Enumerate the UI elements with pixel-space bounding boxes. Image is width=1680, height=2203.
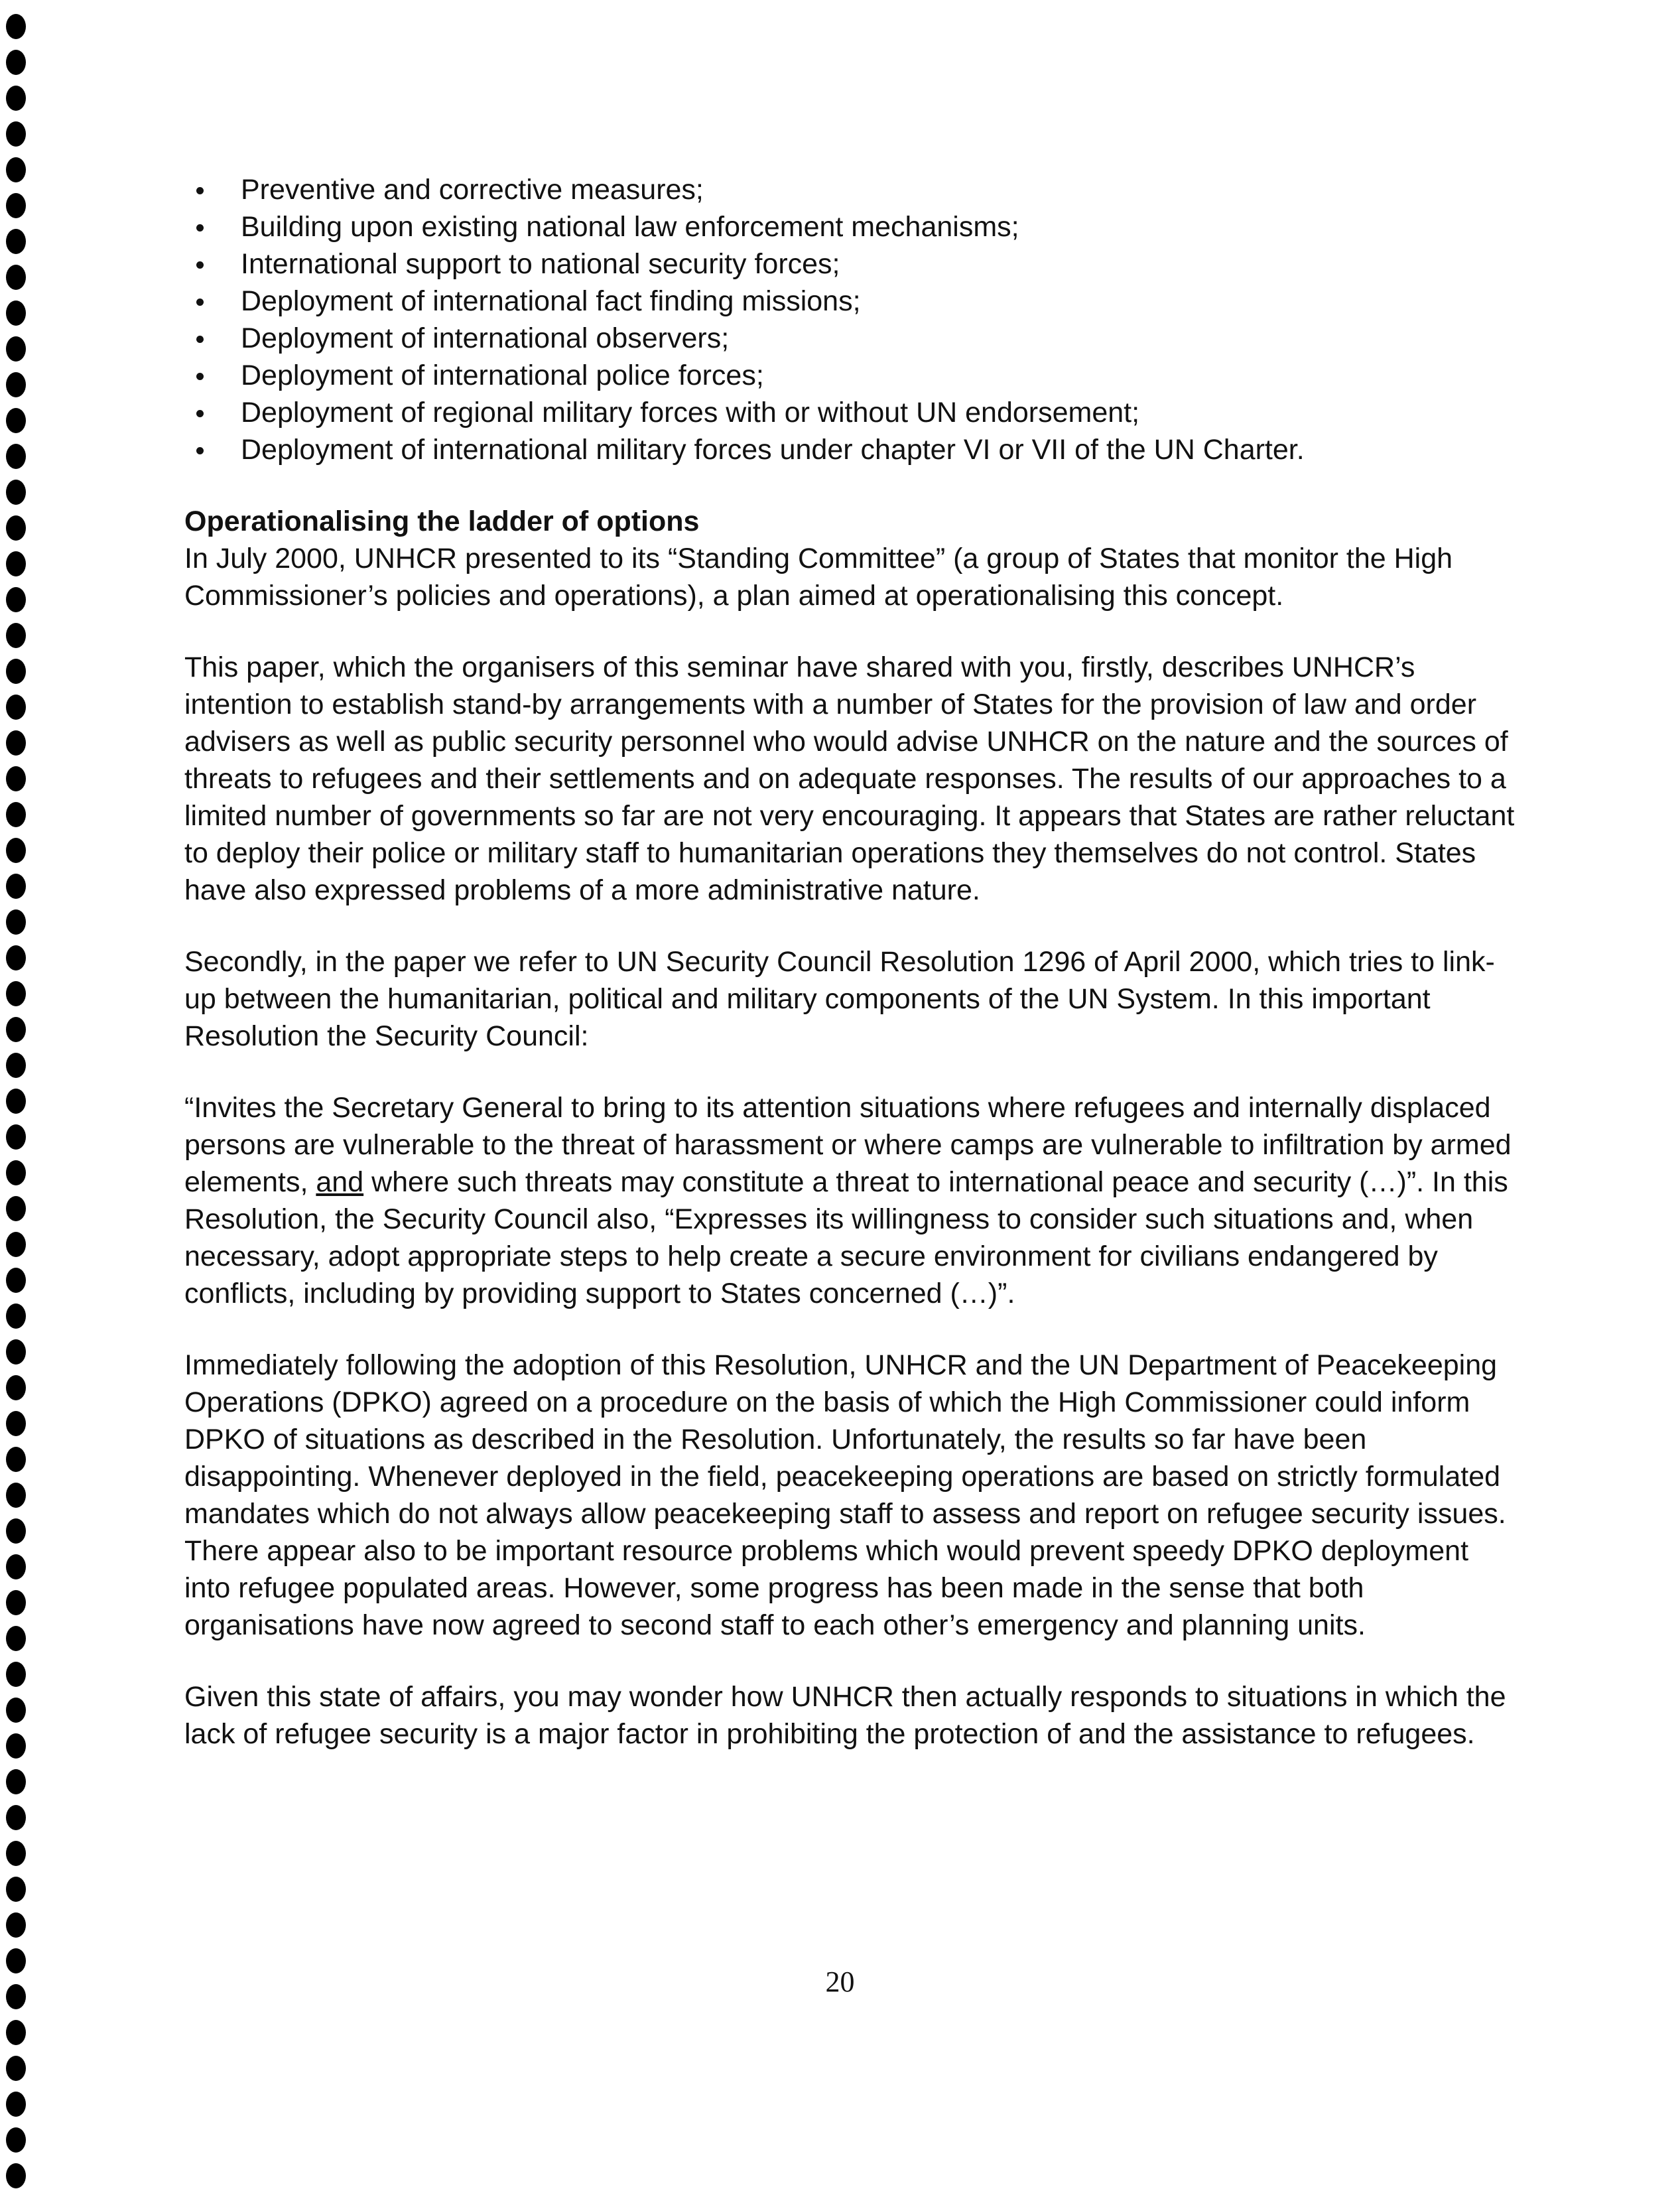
binding-hole-icon bbox=[6, 1017, 26, 1042]
binding-hole-icon bbox=[6, 1877, 26, 1902]
bullet-icon bbox=[196, 299, 204, 306]
binding-hole-icon bbox=[6, 86, 26, 111]
binding-hole-icon bbox=[6, 1805, 26, 1830]
binding-hole-icon bbox=[6, 1447, 26, 1472]
binding-hole-icon bbox=[6, 1662, 26, 1687]
binding-hole-icon bbox=[6, 444, 26, 469]
paragraph-resolution-1296: Secondly, in the paper we refer to UN Security Council Resolution 1296 of April 2000, which tries to link-up between the humanitarian, political and military components of the UN System. In this important Resolution the Security Council: bbox=[184, 946, 1495, 1052]
page-number: 20 bbox=[825, 1966, 855, 1998]
binding-hole-icon bbox=[6, 730, 26, 756]
bullet-icon bbox=[196, 447, 204, 454]
binding-hole-icon bbox=[6, 193, 26, 218]
binding-hole-icon bbox=[6, 265, 26, 290]
binding-hole-icon bbox=[6, 1733, 26, 1759]
binding-hole-icon bbox=[6, 157, 26, 182]
binding-hole-icon bbox=[6, 909, 26, 935]
binding-hole-icon bbox=[6, 300, 26, 326]
list-item-text: Building upon existing national law enforcement mechanisms; bbox=[241, 211, 1019, 243]
binding-hole-icon bbox=[6, 1303, 26, 1329]
binding-hole-icon bbox=[6, 623, 26, 648]
binding-hole-icon bbox=[6, 838, 26, 863]
binding-hole-icon bbox=[6, 1375, 26, 1400]
binding-hole-icon bbox=[6, 1053, 26, 1078]
underlined-word: and bbox=[316, 1166, 364, 1198]
binding-hole-icon bbox=[6, 1698, 26, 1723]
binding-hole-icon bbox=[6, 766, 26, 791]
paragraph-state-of-affairs: Given this state of affairs, you may wonder how UNHCR then actually responds to situations in which the lack of refugee security is a major factor in prohibiting the protection of and the assistance to refugees. bbox=[184, 1681, 1506, 1750]
binding-hole-icon bbox=[6, 2020, 26, 2045]
binding-hole-icon bbox=[6, 981, 26, 1006]
binding-hole-icon bbox=[6, 802, 26, 827]
binding-hole-icon bbox=[6, 1339, 26, 1365]
binding-hole-icon bbox=[6, 229, 26, 254]
list-item bbox=[184, 394, 1518, 431]
binding-hole-icon bbox=[6, 515, 26, 541]
binding-hole-icon bbox=[6, 1268, 26, 1293]
binding-hole-icon bbox=[6, 336, 26, 362]
list-item bbox=[184, 431, 1518, 468]
binding-hole-icon bbox=[6, 1518, 26, 1544]
binding-hole-icon bbox=[6, 659, 26, 684]
binding-hole-icon bbox=[6, 372, 26, 397]
list-item bbox=[184, 320, 1518, 357]
binding-hole-icon bbox=[6, 121, 26, 147]
list-item-text: Preventive and corrective measures; bbox=[241, 174, 704, 206]
binding-hole-icon bbox=[6, 587, 26, 612]
binding-hole-icon bbox=[6, 14, 26, 39]
list-item-text: Deployment of regional military forces with or without UN endorsement; bbox=[241, 397, 1140, 429]
binding-hole-icon bbox=[6, 1160, 26, 1185]
binding-hole-icon bbox=[6, 874, 26, 899]
paragraph-standing-committee: In July 2000, UNHCR presented to its “Standing Committee” (a group of States that monitor the High Commissioner’s policies and operations), a plan aimed at operationalising this concept. bbox=[184, 543, 1453, 612]
binding-hole-icon bbox=[6, 1124, 26, 1150]
list-item-text: Deployment of international military forces under chapter VI or VII of the UN Charter. bbox=[241, 434, 1305, 466]
binding-hole-icon bbox=[6, 2092, 26, 2117]
binding-hole-icon bbox=[6, 1554, 26, 1579]
bullet-icon bbox=[196, 224, 204, 232]
binding-hole-icon bbox=[6, 551, 26, 576]
binding-hole-icon bbox=[6, 2056, 26, 2081]
binding-hole-icon bbox=[6, 695, 26, 720]
binding-hole-icon bbox=[6, 1196, 26, 1221]
binding-hole-icon bbox=[6, 1483, 26, 1508]
bullet-icon bbox=[196, 410, 204, 417]
list-item bbox=[184, 171, 1518, 208]
paragraph-resolution-quote bbox=[184, 1089, 1518, 1312]
binding-hole-icon bbox=[6, 1232, 26, 1257]
binding-hole-icon bbox=[6, 480, 26, 505]
bullet-icon bbox=[196, 187, 204, 194]
page-body bbox=[184, 171, 1518, 1787]
binding-hole-icon bbox=[6, 408, 26, 433]
list-item bbox=[184, 357, 1518, 394]
paragraph-dpko-procedure: Immediately following the adoption of this Resolution, UNHCR and the UN Department of Peacekeeping Operations (DPKO) agreed on a procedure on the basis of which the High Commissioner could inform DPKO of situations as described in the Resolution. Unfortunately, the results so far have been disappointing. Whenever deployed in the field, peacekeeping operations are based on strictly formulated mandates which do not always allow peacekeeping staff to assess and report on refugee security issues. There appear also to be important resource problems which would prevent speedy DPKO deployment into refugee populated areas. However, some progress has been made in the sense that both organisations have now agreed to second staff to each other’s emergency and planning units. bbox=[184, 1349, 1506, 1641]
binding-hole-icon bbox=[6, 1626, 26, 1651]
paragraph-standby-arrangements: This paper, which the organisers of this seminar have shared with you, firstly, describes UNHCR’s intention to establish stand-by arrangements with a number of States for the provision of law and order advisers as well as public security personnel who would advise UNHCR on the nature and the sources of threats to refugees and their settlements and on adequate responses. The results of our approaches to a limited number of governments so far are not very encouraging. It appears that States are rather reluctant to deploy their police or military staff to humanitarian operations they themselves do not control. States have also expressed problems of a more administrative nature. bbox=[184, 651, 1515, 906]
binding-hole-icon bbox=[6, 2163, 26, 2188]
list-item-text: International support to national security forces; bbox=[241, 248, 840, 280]
binding-holes bbox=[0, 0, 37, 2203]
binding-hole-icon bbox=[6, 50, 26, 75]
list-item bbox=[184, 245, 1518, 283]
bullet-list bbox=[184, 171, 1518, 468]
binding-hole-icon bbox=[6, 945, 26, 970]
bullet-icon bbox=[196, 336, 204, 343]
quote-text-end: where such threats may constitute a threat to international peace and security (…)”. In this Resolution, the Security Council also, “Expresses its willingness to consider such situations and, when necessary, adopt appropriate steps to help create a secure environment for civilians endangered by conflicts, including by providing support to States concerned (…)”. bbox=[184, 1166, 1508, 1309]
binding-hole-icon bbox=[6, 2127, 26, 2153]
quote-text-start: “Invites the Secretary General to bring to its attention situations where refugees and internally displaced persons are vulnerable to the threat of harassment or where camps are vulnerable to infiltration by armed elements, bbox=[184, 1092, 1512, 1198]
bullet-icon bbox=[196, 373, 204, 380]
binding-hole-icon bbox=[6, 1089, 26, 1114]
list-item-text: Deployment of international police forces; bbox=[241, 360, 764, 391]
binding-hole-icon bbox=[6, 1841, 26, 1866]
binding-hole-icon bbox=[6, 1411, 26, 1436]
binding-hole-icon bbox=[6, 1912, 26, 1938]
list-item-text: Deployment of international fact finding missions; bbox=[241, 285, 861, 317]
bullet-icon bbox=[196, 261, 204, 269]
list-item-text: Deployment of international observers; bbox=[241, 322, 730, 354]
binding-hole-icon bbox=[6, 1590, 26, 1615]
section-heading: Operationalising the ladder of options bbox=[184, 505, 700, 537]
binding-hole-icon bbox=[6, 1769, 26, 1794]
list-item bbox=[184, 283, 1518, 320]
list-item bbox=[184, 208, 1518, 245]
